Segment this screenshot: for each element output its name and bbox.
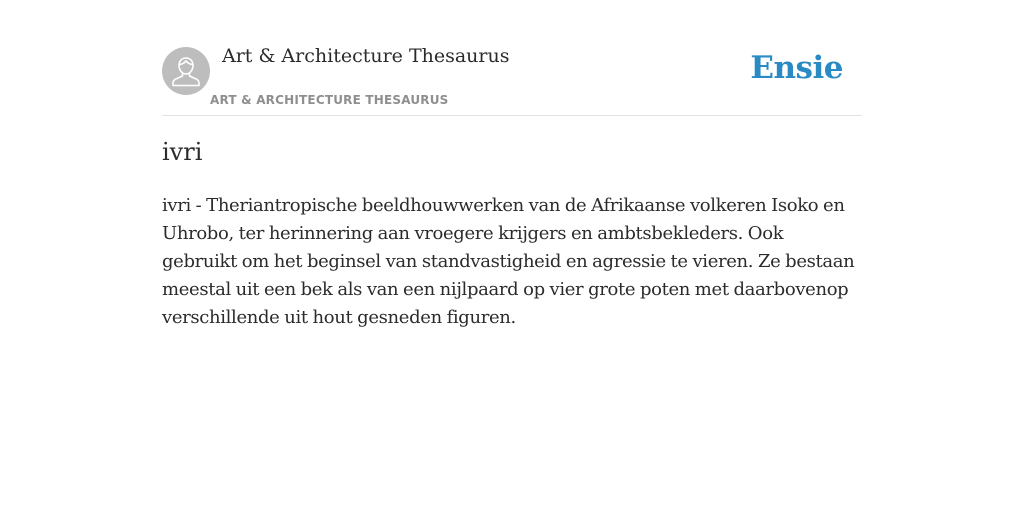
user-silhouette-icon [162, 47, 210, 95]
author-subtitle[interactable]: ART & ARCHITECTURE THESAURUS [210, 93, 449, 107]
entry-definition: ivri - Theriantropische beeldhouwwerken van de Afrikaanse volkeren Isoko en Uhrobo, ter herinnering aan vroegere krijgers en ambtsbekleders. Ook gebruikt om het beginsel van standvastigheid en agressie te vieren. Ze bestaan meestal uit een bek als van een nijlpaard op vier grote poten met daarbovenop verschillende uit hout gesneden figuren. [162, 195, 855, 328]
brand-logo[interactable]: Ensie [750, 50, 843, 86]
entry-term: ivri [162, 138, 203, 166]
author-name[interactable]: Art & Architecture Thesaurus [222, 45, 510, 67]
page-container [162, 0, 862, 328]
avatar[interactable] [162, 47, 210, 95]
entry-header [162, 0, 862, 116]
